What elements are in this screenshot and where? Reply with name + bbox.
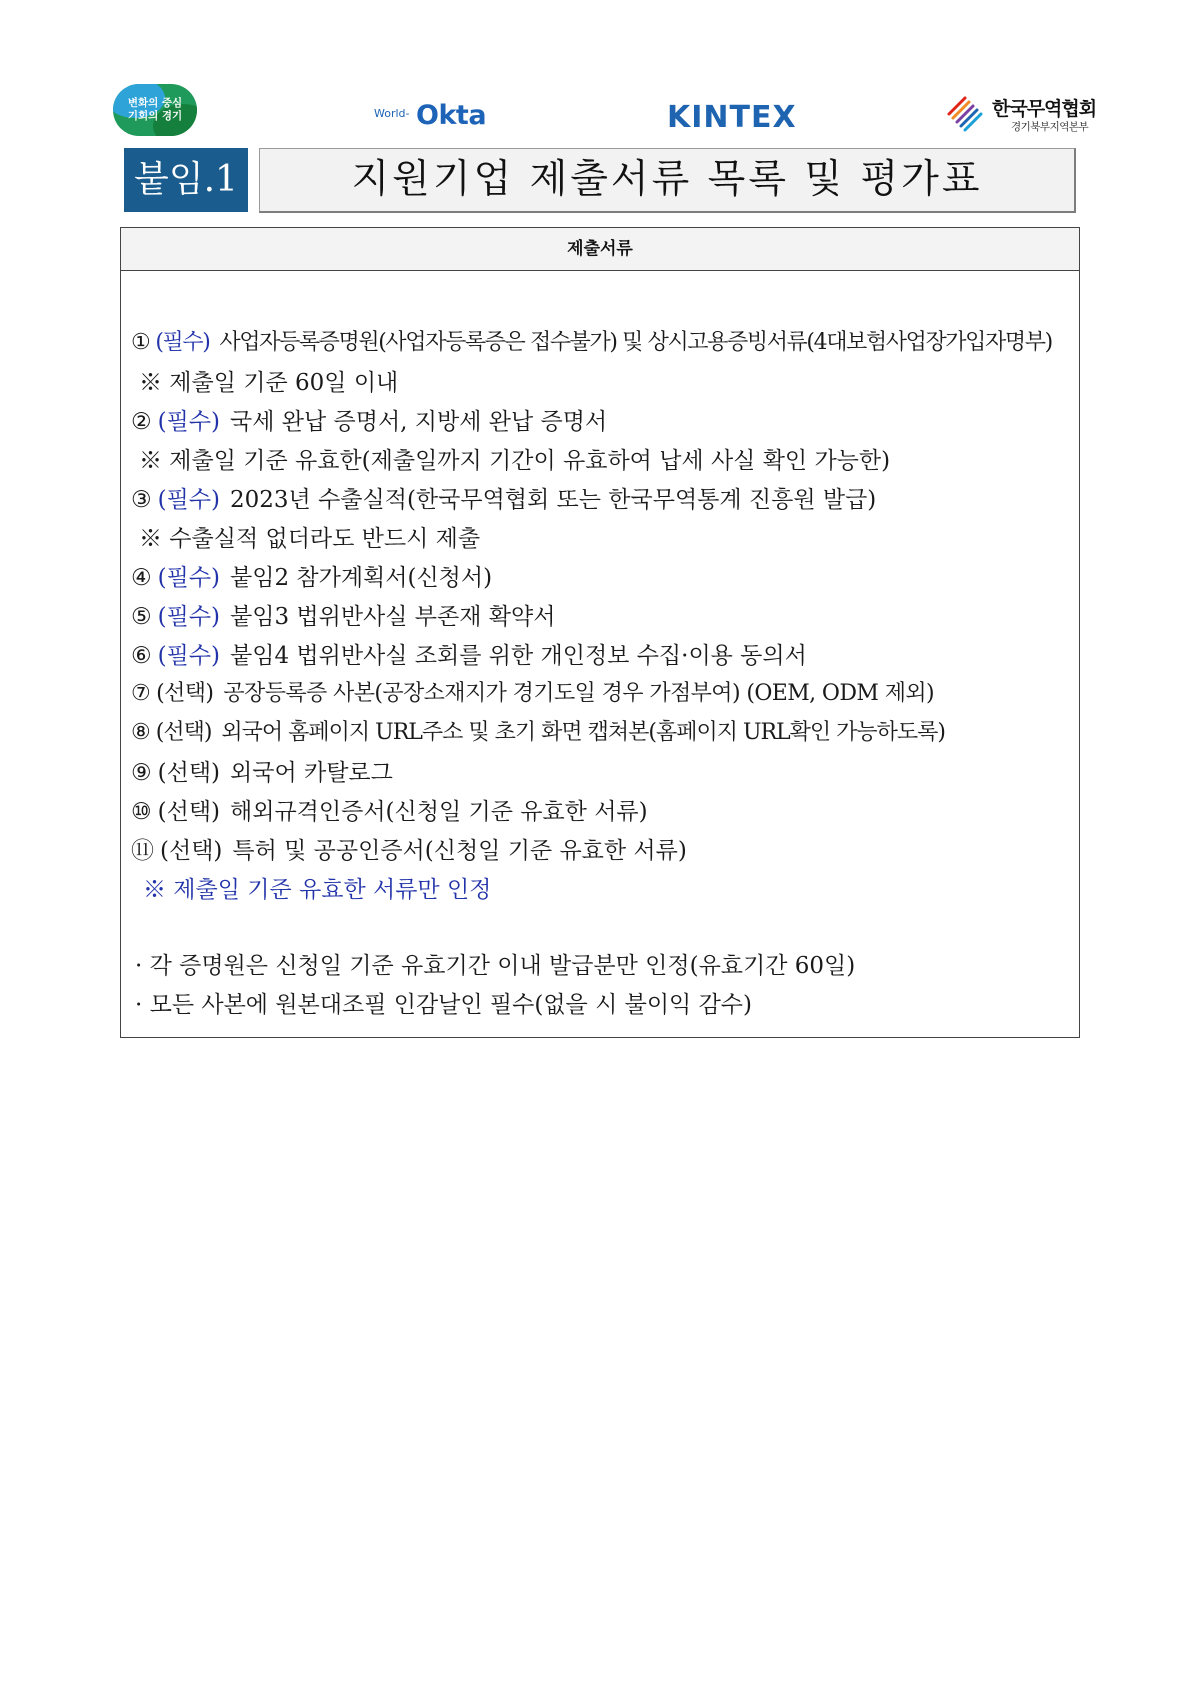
list-item: ⑧ (선택) 외국어 홈페이지 URL주소 및 초기 화면 캡쳐본(홈페이지 URL확인 가능하도록) — [131, 720, 946, 745]
kita-logo-branch: 경기북부지역본부 — [1011, 121, 1089, 133]
list-item: ⑩ (선택) 해외규격인증서(신청일 기준 유효한 서류) — [131, 799, 648, 825]
validity-note: ※ 제출일 기준 유효한 서류만 인정 — [143, 877, 492, 903]
footnote: · 모든 사본에 원본대조필 인감날인 필수(없을 시 불이익 감수) — [135, 992, 752, 1018]
table-heading: 제출서류 — [121, 228, 1079, 271]
list-item-note: ※ 수출실적 없더라도 반드시 제출 — [139, 526, 481, 552]
kita-emblem-icon — [945, 94, 985, 134]
list-item: ⑤ (필수) 붙임3 법위반사실 부존재 확약서 — [131, 604, 556, 630]
page-title: 지원기업 제출서류 목록 및 평가표 — [259, 148, 1076, 213]
list-item: ⑥ (필수) 붙임4 법위반사실 조회를 위한 개인정보 수집·이용 동의서 — [131, 643, 807, 669]
kita-logo-name: 한국무역협회 — [992, 98, 1097, 120]
gyeonggi-logo-line1: 변화의 중심 — [127, 97, 183, 109]
list-item: ⑦ (선택) 공장등록증 사본(공장소재지가 경기도일 경우 가점부여) (OEM, ODM 제외) — [131, 681, 935, 706]
footnote: · 각 증명원은 신청일 기준 유효기간 이내 발급분만 인정(유효기간 60일) — [135, 953, 856, 979]
kita-logo — [945, 92, 1097, 138]
list-item: ⑨ (선택) 외국어 카탈로그 — [131, 760, 393, 786]
list-item: ① (필수) 사업자등록증명원(사업자등록증은 접수불가) 및 상시고용증빙서류(4대보험사업장가입자명부) — [131, 330, 1052, 355]
list-item: ② (필수) 국세 완납 증명서, 지방세 완납 증명서 — [131, 409, 608, 435]
list-item: ④ (필수) 붙임2 참가계획서(신청서) — [131, 565, 493, 591]
gyeonggi-logo-line2: 기회의 경기 — [127, 110, 183, 122]
list-item: ⑪ (선택) 특허 및 공공인증서(신청일 기준 유효한 서류) — [131, 838, 687, 864]
list-item-note: ※ 제출일 기준 60일 이내 — [139, 370, 399, 396]
documents-table — [120, 227, 1080, 1038]
kintex-logo: KINTEX — [667, 100, 797, 135]
attachment-badge: 붙임.1 — [124, 148, 248, 212]
gyeonggi-logo — [113, 84, 197, 136]
list-item-note: ※ 제출일 기준 유효한(제출일까지 기간이 유효하여 납세 사실 확인 가능한) — [139, 448, 891, 474]
okta-logo-prefix: World- — [374, 107, 410, 120]
okta-logo-name: Okta — [416, 100, 487, 131]
list-item: ③ (필수) 2023년 수출실적(한국무역협회 또는 한국무역통계 진흥원 발급) — [131, 487, 877, 513]
